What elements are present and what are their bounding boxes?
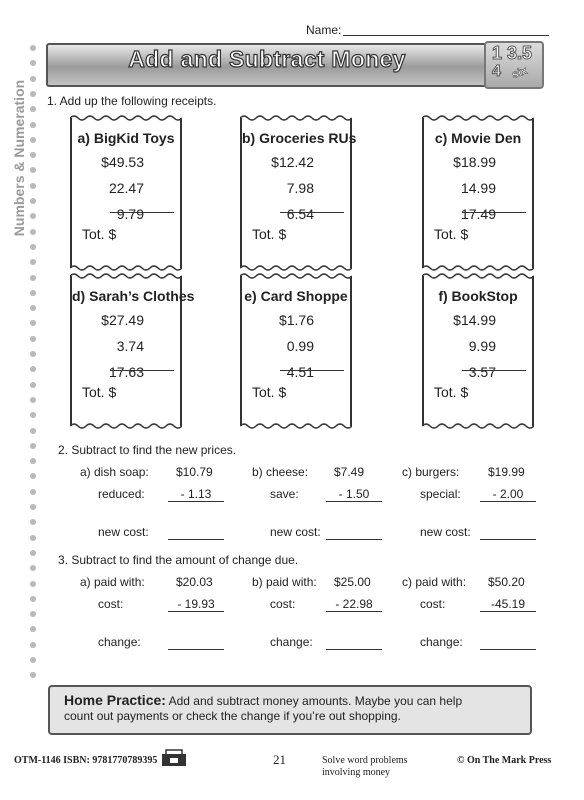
sub-value: - 1.50 [326,487,382,502]
computer-icon [160,748,190,770]
result-label: new cost: [270,525,321,539]
answer-blank[interactable] [480,649,536,650]
receipt-title: d) Sarah’s Clothes [72,288,195,304]
spiral-dot [30,91,36,97]
spiral-dot [30,473,36,479]
spiral-dot [30,489,36,495]
receipt-torn-edge [422,264,534,272]
receipt-amount: 6.54 [286,206,314,222]
receipt-title: e) Card Shoppe [244,288,348,304]
receipt-title: f) BookStop [438,288,518,304]
answer-blank[interactable] [168,649,224,650]
receipt-torn-edge [240,422,352,430]
spiral-dot [30,458,36,464]
sub-value: - 22.98 [326,597,382,612]
item-label: b) cheese: [252,465,309,479]
receipt-torn-edge [240,114,352,122]
receipt-amount: $1.76 [278,312,314,328]
receipt-amount: $14.99 [453,312,496,328]
spiral-dot [30,504,36,510]
receipt-amount: 17.49 [460,206,496,222]
q1-prompt: 1. Add up the following receipts. [47,94,217,108]
spiral-dot [30,60,36,66]
total-label[interactable]: Tot. $ [82,226,117,242]
receipt-amount: 17.63 [108,364,144,380]
spiral-dot [30,320,36,326]
result-label: change: [420,635,463,649]
answer-blank[interactable] [326,649,382,650]
sub-label: cost: [98,597,124,611]
spiral-dot [30,76,36,82]
footer-skill [322,755,408,779]
sub-label: reduced: [98,487,145,501]
receipt [422,276,534,426]
spiral-dot [30,397,36,403]
item-label: a) paid with: [80,575,145,589]
spiral-dot [30,198,36,204]
footer-skill-line1: Solve word problems [322,755,408,766]
receipt-title: c) Movie Den [434,130,522,146]
spiral-dot [30,167,36,173]
sum-line [110,212,174,213]
receipt-amount: 14.99 [460,180,496,196]
item-price: $50.20 [488,575,525,589]
total-label[interactable]: Tot. $ [434,384,469,400]
spiral-dot [30,366,36,372]
q2-prompt: 2. Subtract to find the new prices. [58,443,237,457]
receipt [70,118,182,268]
spiral-dot [30,596,36,602]
receipt-amount: 4.51 [286,364,314,380]
total-label[interactable]: Tot. $ [82,384,117,400]
receipt-amount: 0.99 [286,338,314,354]
answer-blank[interactable] [326,539,382,540]
receipt-amount: 22.47 [108,180,144,196]
side-label [7,60,27,260]
spiral-dot [30,672,36,678]
spiral-dot [30,290,36,296]
receipt-torn-edge [240,272,352,280]
spiral-dot [30,106,36,112]
answer-blank[interactable] [168,539,224,540]
page-number: 21 [273,752,286,767]
sum-line [462,212,526,213]
result-label: new cost: [98,525,149,539]
badge-top: 1 3.5 [492,43,533,63]
receipt-amount: $27.49 [101,312,144,328]
badge-word: six [510,64,529,82]
home-practice-line2: count out payments or check the change if you’re out shopping. [64,709,401,723]
spiral-dot [30,275,36,281]
receipt-torn-edge [240,264,352,272]
spiral-dot [30,626,36,632]
sub-value: - 2.00 [480,487,536,502]
sub-value: - 1.13 [168,487,224,502]
spiral-dot [30,183,36,189]
receipt-torn-edge [70,264,182,272]
sum-line [280,370,344,371]
receipt-amount: $49.53 [101,154,144,170]
spiral-dot [30,305,36,311]
q3-prompt: 3. Subtract to find the amount of change due. [58,553,299,567]
spiral-dot [30,535,36,541]
item-label: a) dish soap: [80,465,149,479]
receipt-torn-edge [70,272,182,280]
item-price: $20.03 [176,575,213,589]
spiral-dot [30,122,36,128]
receipt-torn-edge [422,114,534,122]
spiral-dot [30,657,36,663]
receipt-amount: $18.99 [453,154,496,170]
side-label-text: Numbers & Numeration [11,79,27,237]
spiral-dot [30,45,36,51]
spiral-dot [30,351,36,357]
spiral-dot [30,412,36,418]
spiral-binding [30,45,40,685]
home-practice-text [64,693,462,724]
name-line[interactable] [343,35,549,36]
item-price: $25.00 [334,575,371,589]
total-label[interactable]: Tot. $ [252,226,287,242]
spiral-dot [30,229,36,235]
spiral-dot [30,382,36,388]
spiral-dot [30,244,36,250]
item-label: c) burgers: [402,465,460,479]
spiral-dot [30,152,36,158]
sum-line [110,370,174,371]
spiral-dot [30,565,36,571]
item-price: $7.49 [334,465,365,479]
sum-line [280,212,344,213]
receipt [240,118,357,268]
result-label: change: [98,635,141,649]
total-label[interactable]: Tot. $ [252,384,287,400]
spiral-dot [30,550,36,556]
grade-badge [484,41,544,89]
receipt-amount: 3.74 [116,338,144,354]
item-label: c) paid with: [402,575,467,589]
spiral-dot [30,642,36,648]
sub-label: save: [270,487,299,501]
badge-bottom: 4 [492,63,501,80]
receipt [422,118,534,268]
spiral-dot [30,443,36,449]
sub-value: -45.19 [480,597,536,612]
result-label: change: [270,635,313,649]
spiral-dot [30,611,36,617]
spiral-dot [30,137,36,143]
receipt-title: b) Groceries RUs [242,130,357,146]
item-price: $10.79 [176,465,213,479]
footer-code: OTM-1146 ISBN: 9781770789395 [14,755,158,766]
item-label: b) paid with: [252,575,317,589]
receipt-amount: 9.79 [116,206,144,222]
receipt-torn-edge [422,422,534,430]
sub-label: cost: [420,597,446,611]
answer-blank[interactable] [480,539,536,540]
sub-label: cost: [270,597,296,611]
name-label: Name: [306,23,342,37]
spiral-dot [30,581,36,587]
sum-line [462,370,526,371]
spiral-dot [30,213,36,219]
total-label[interactable]: Tot. $ [434,226,469,242]
spiral-dot [30,428,36,434]
sub-label: special: [420,487,461,501]
receipt [240,276,352,426]
spiral-dot [30,259,36,265]
receipt-amount: 3.57 [468,364,496,380]
receipt-torn-edge [70,422,182,430]
receipt-torn-edge [70,114,182,122]
item-price: $19.99 [488,465,525,479]
footer-publisher: © On The Mark Press [457,755,552,766]
spiral-dot [30,336,36,342]
home-practice-box [48,685,532,735]
home-practice-line1: Add and subtract money amounts. Maybe you can help [168,694,463,708]
result-label: new cost: [420,525,471,539]
receipt-title: a) BigKid Toys [77,130,175,146]
receipt [70,276,195,426]
receipt-amount: 7.98 [286,180,314,196]
page-title: Add and Subtract Money [128,46,406,72]
receipt-torn-edge [422,272,534,280]
spiral-dot [30,519,36,525]
receipt-amount: 9.99 [468,338,496,354]
receipt-amount: $12.42 [271,154,314,170]
home-practice-heading: Home Practice: [64,692,166,708]
footer-skill-line2: involving money [322,767,391,778]
sub-value: - 19.93 [168,597,224,612]
